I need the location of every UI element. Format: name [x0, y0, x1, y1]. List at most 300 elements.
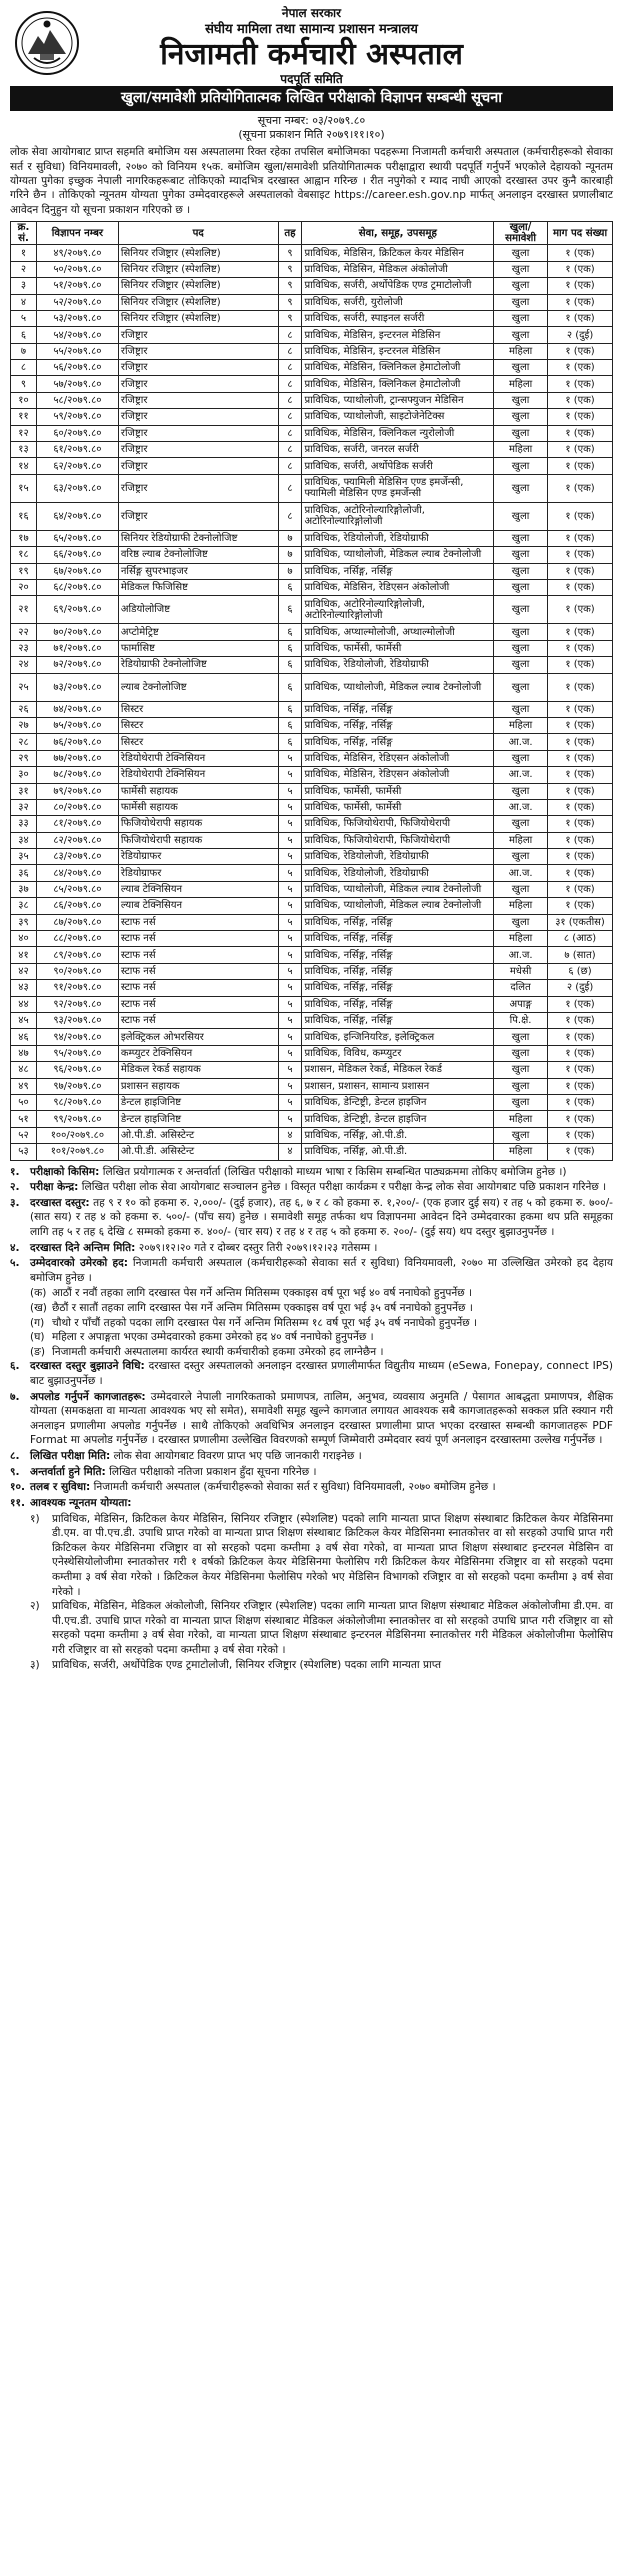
table-row	[11, 1127, 613, 1143]
committee-name: पदपूर्ति समिति	[280, 72, 343, 87]
cell-level: ५	[278, 1094, 302, 1110]
cell-post: सिस्टर	[118, 701, 278, 717]
table-row	[11, 1144, 613, 1160]
table-row	[11, 261, 613, 277]
cell-level: ५	[278, 1111, 302, 1127]
cell-service: प्राविधिक, अटोरिनोल्यारिङ्गोलोजी, अटोरिनोल्यारिङ्गोलोजी	[302, 502, 494, 530]
cell-sn: १०	[11, 392, 37, 408]
cell-level: ५	[278, 1062, 302, 1078]
cell-count: १ (एक)	[548, 360, 613, 376]
cell-count: ३१ (एकतीस)	[548, 914, 613, 930]
cell-count: १ (एक)	[548, 310, 613, 326]
cell-post: सिस्टर	[118, 734, 278, 750]
cell-sn: ५०	[11, 1094, 37, 1110]
cell-post: मेडिकल रेकर्ड सहायक	[118, 1062, 278, 1078]
cell-post: सिनियर रजिष्ट्रार (स्पेशलिष्ट)	[118, 278, 278, 294]
cell-ad: ८३/२०७९.८०	[36, 849, 118, 865]
cell-service: प्राविधिक, नर्सिङ्ग, नर्सिङ्ग	[302, 1012, 494, 1028]
cell-service: प्राविधिक, मेडिसिन, रेडिएसन अंकोलोजी	[302, 750, 494, 766]
cell-level: ८	[278, 360, 302, 376]
note-deadline: ४. दरखास्त दिने अन्तिम मिति: २०७९।१२।२० गते र दोब्बर दस्तुर तिरी २०७९।१२।२३ गतेसम्म ।	[10, 1241, 378, 1254]
cell-type: खुला	[494, 673, 548, 701]
cell-service: प्राविधिक, सर्जरी, युरोलोजी	[302, 294, 494, 310]
cell-post: ओ.पी.डी. असिस्टेन्ट	[118, 1127, 278, 1143]
cell-level: ९	[278, 310, 302, 326]
cell-type: खुला	[494, 1127, 548, 1143]
cell-post: रजिष्ट्रार	[118, 458, 278, 474]
column-header: तह	[278, 221, 302, 244]
cell-sn: ३१	[11, 783, 37, 799]
cell-count: १ (एक)	[548, 409, 613, 425]
cell-count: १ (एक)	[548, 530, 613, 546]
cell-post: रजिष्ट्रार	[118, 360, 278, 376]
cell-type: खुला	[494, 640, 548, 656]
cell-post: रजिष्ट्रार	[118, 442, 278, 458]
cell-type: महिला	[494, 376, 548, 392]
cell-ad: ५९/२०७९.८०	[36, 409, 118, 425]
table-row	[11, 1029, 613, 1045]
cell-sn: २२	[11, 624, 37, 640]
cell-post: रजिष्ट्रार	[118, 474, 278, 502]
cell-ad: ७२/२०७९.८०	[36, 657, 118, 673]
cell-ad: ९०/२०७९.८०	[36, 963, 118, 979]
cell-count: १ (एक)	[548, 1127, 613, 1143]
table-row	[11, 799, 613, 815]
cell-ad: ९५/२०७९.८०	[36, 1045, 118, 1061]
note-age-b: (ख) छैठौं र सातौं तहका लागि दरखास्त पेस गर्ने अन्तिम मितिसम्म एक्काइस वर्ष पूरा भई ३५ वर्ष ननाघेको हुनुपर्नेछ ।	[30, 1301, 473, 1314]
cell-service: प्राविधिक, प्याथोलोजी, ट्रान्सफ्युजन मेडिसिन	[302, 392, 494, 408]
qualification-3: ३) प्राविधिक, सर्जरी, अर्थोपेडिक एण्ड ट्रमाटोलोजी, सिनियर रजिष्ट्रार (स्पेशलिष्ट) पदका लागि मान्यता प्राप्त	[30, 1658, 442, 1671]
cell-post: स्टाफ नर्स	[118, 931, 278, 947]
cell-ad: ८०/२०७९.८०	[36, 799, 118, 815]
cell-level: ६	[278, 717, 302, 733]
cell-sn: ४९	[11, 1078, 37, 1094]
column-header: पद	[118, 221, 278, 244]
cell-ad: ७१/२०७९.८०	[36, 640, 118, 656]
table-row	[11, 865, 613, 881]
table-row	[11, 294, 613, 310]
cell-level: ५	[278, 914, 302, 930]
cell-type: आ.ज.	[494, 865, 548, 881]
cell-level: ८	[278, 343, 302, 359]
cell-type: आ.ज.	[494, 947, 548, 963]
qualification-1: १) प्राविधिक, मेडिसिन, क्रिटिकल केयर मेडिसिन, सिनियर रजिष्ट्रार (स्पेशलिष्ट) पदको लागि मान्यता प्राप्त शिक्षण संस्थाबाट क्रिटिकल केयर मेडिसिनमा डी.एम. वा पी.एच.डी. उपाधि प्राप्त गरेको वा मान्यता प्राप्त शिक्षण संस्थाबाट क्रिटिकल केयर मेडिसिनमा स्नातकोत्तर वा सो सरहको उपाधि प्राप्त गरी क्रिटिकल केयर मेडिसिनमा रजिष्ट्रार वा सो सरहको पदमा कम्तीमा ३ वर्ष सेवा गरेको, वा मान्यता प्राप्त शिक्षण संस्थाबाट इन्टरनल मेडिसिन वा एनेस्थेसियोलोजीमा स्नातकोत्तर गरी १ वर्षको क्रिटिकल केयर मेडिसिनमा फेलोसिप गरी क्रिटिकल केयर मेडिसिनमा रजिष्ट्रार वा सो सरहको पदमा कम्तीमा ३ वर्ष सेवा गरेको । क्रिटिकल केयर मेडिसिनमा फेलोसिप गरेको भए मेडिसिन विभागको रजिष्ट्रार वा सो सरहको पदमा कम्तीमा ३ वर्ष सेवा गरेको ।	[30, 1512, 613, 1598]
cell-type: खुला	[494, 1029, 548, 1045]
note-payment-method: ६. दरखास्त दस्तुर बुझाउने विधि: दरखास्त दस्तुर अस्पतालको अनलाइन दरखास्त प्रणालीमार्फत विद्युतीय माध्यम (eSewa, Fonepay, connect IPS) बाट बुझाउनुपर्नेछ ।	[10, 1360, 613, 1388]
cell-count: १ (एक)	[548, 657, 613, 673]
cell-service: प्राविधिक, अप्थाल्मोलोजी, अप्थाल्मोलोजी	[302, 624, 494, 640]
cell-sn: २१	[11, 596, 37, 624]
cell-post: ल्याब टेक्नोलोजिष्ट	[118, 673, 278, 701]
cell-level: ५	[278, 849, 302, 865]
cell-post: नर्सिङ्ग सुपरभाइजर	[118, 563, 278, 579]
cell-type: खुला	[494, 657, 548, 673]
cell-ad: ७६/२०७९.८०	[36, 734, 118, 750]
cell-type: खुला	[494, 624, 548, 640]
table-row	[11, 502, 613, 530]
cell-service: प्राविधिक, नर्सिङ्ग, नर्सिङ्ग	[302, 717, 494, 733]
cell-level: ६	[278, 640, 302, 656]
cell-type: खुला	[494, 1045, 548, 1061]
cell-ad: १०१/२०७९.८०	[36, 1144, 118, 1160]
cell-type: महिला	[494, 343, 548, 359]
table-row	[11, 783, 613, 799]
cell-service: प्राविधिक, सर्जरी, स्पाइनल सर्जरी	[302, 310, 494, 326]
table-row	[11, 474, 613, 502]
cell-count: १ (एक)	[548, 881, 613, 897]
cell-count: १ (एक)	[548, 734, 613, 750]
note-age-a: (क) आठौं र नवौं तहका लागि दरखास्त पेस गर्ने अन्तिम मितिसम्म एक्काइस वर्ष पूरा भई ४० वर्ष ननाघेको हुनुपर्नेछ ।	[30, 1287, 473, 1300]
cell-post: फिजियोथेरापी सहायक	[118, 832, 278, 848]
cell-sn: १९	[11, 563, 37, 579]
cell-type: खुला	[494, 1078, 548, 1094]
cell-level: ५	[278, 931, 302, 947]
nepal-emblem-icon	[14, 10, 80, 76]
cell-count: १ (एक)	[548, 832, 613, 848]
column-header: खुला/ समावेशी	[494, 221, 548, 244]
cell-service: प्राविधिक, नर्सिङ्ग, ओ.पी.डी.	[302, 1127, 494, 1143]
table-row	[11, 1012, 613, 1028]
cell-post: सिनियर रेडियोग्राफी टेक्नोलोजिष्ट	[118, 530, 278, 546]
cell-service: प्राविधिक, फिजियोथेरापी, फिजियोथेरापी	[302, 832, 494, 848]
cell-level: ८	[278, 425, 302, 441]
cell-count: १ (एक)	[548, 767, 613, 783]
qualification-2: २) प्राविधिक, मेडिसिन, मेडिकल अंकोलोजी, सिनियर रजिष्ट्रार (स्पेशलिष्ट) पदका लागि मान्यता प्राप्त शिक्षण संस्थाबाट मेडिकल अंकोलोजीमा डी.एम. वा पी.एच.डी. उपाधि प्राप्त गरेको वा मान्यता प्राप्त शिक्षण संस्थाबाट मेडिकल अंकोलोजीमा स्नातकोत्तर वा सो सरहको उपाधि प्राप्त गरी रजिष्ट्रार वा सो सरहको पदमा कम्तीमा ३ वर्ष सेवा गरेको, वा मान्यता प्राप्त शिक्षण संस्थाबाट इन्टरनल मेडिसिनमा स्नातकोत्तर गरी मेडिकल अंकोलोजीमा फेलोसिप गरी रजिष्ट्रार वा सो सरहको पदमा कम्तीमा ३ वर्ष सेवा गरेको ।	[30, 1600, 613, 1656]
cell-service: प्राविधिक, सर्जरी, जनरल सर्जरी	[302, 442, 494, 458]
table-row	[11, 898, 613, 914]
table-row	[11, 530, 613, 546]
cell-sn: ५२	[11, 1127, 37, 1143]
cell-count: १ (एक)	[548, 474, 613, 502]
table-row	[11, 409, 613, 425]
cell-service: प्राविधिक, नर्सिङ्ग, नर्सिङ्ग	[302, 980, 494, 996]
cell-sn: ४०	[11, 931, 37, 947]
cell-count: १ (एक)	[548, 425, 613, 441]
cell-post: रजिष्ट्रार	[118, 376, 278, 392]
cell-service: प्राविधिक, प्याथोलोजी, मेडिकल ल्याब टेक्नोलोजी	[302, 898, 494, 914]
cell-ad: ७०/२०७९.८०	[36, 624, 118, 640]
cell-service: प्राविधिक, अटोरिनोल्यारिङ्गोलोजी, अटोरिनोल्यारिङ्गोलोजी	[302, 596, 494, 624]
cell-level: ८	[278, 392, 302, 408]
cell-count: १ (एक)	[548, 640, 613, 656]
cell-service: प्राविधिक, नर्सिङ्ग, ओ.पी.डी.	[302, 1144, 494, 1160]
cell-count: ७ (सात)	[548, 947, 613, 963]
cell-count: १ (एक)	[548, 1012, 613, 1028]
cell-sn: २	[11, 261, 37, 277]
cell-ad: ८२/२०७९.८०	[36, 832, 118, 848]
cell-service: प्राविधिक, मेडिसिन, क्रिटिकल केयर मेडिसिन	[302, 245, 494, 261]
government-name: नेपाल सरकार	[281, 6, 342, 20]
cell-ad: ५०/२०७९.८०	[36, 261, 118, 277]
cell-ad: ६६/२०७९.८०	[36, 547, 118, 563]
cell-service: प्राविधिक, रेडियोलोजी, रेडियोग्राफी	[302, 530, 494, 546]
cell-service: प्राविधिक, नर्सिङ्ग, नर्सिङ्ग	[302, 996, 494, 1012]
table-row	[11, 245, 613, 261]
cell-type: महिला	[494, 717, 548, 733]
cell-ad: ६४/२०७९.८०	[36, 502, 118, 530]
cell-post: मेडिकल फिजिसिष्ट	[118, 580, 278, 596]
cell-type: खुला	[494, 261, 548, 277]
cell-sn: २३	[11, 640, 37, 656]
table-row	[11, 392, 613, 408]
cell-post: रेडियोग्राफर	[118, 849, 278, 865]
cell-service: प्राविधिक, नर्सिङ्ग, नर्सिङ्ग	[302, 914, 494, 930]
table-row	[11, 278, 613, 294]
cell-count: १ (एक)	[548, 547, 613, 563]
cell-type: खुला	[494, 914, 548, 930]
cell-ad: ५६/२०७९.८०	[36, 360, 118, 376]
cell-sn: ३९	[11, 914, 37, 930]
cell-service: प्राविधिक, मेडिसिन, क्लिनिकल हेमाटोलोजी	[302, 376, 494, 392]
cell-level: ८	[278, 376, 302, 392]
cell-ad: ८८/२०७९.८०	[36, 931, 118, 947]
cell-sn: ७	[11, 343, 37, 359]
cell-count: १ (एक)	[548, 1029, 613, 1045]
cell-level: ५	[278, 881, 302, 897]
note-qualification: ११. आवश्यक न्यूनतम योग्यता:	[10, 1496, 132, 1509]
note-written-exam-date: ८. लिखित परीक्षा मिति: लोक सेवा आयोगबाट विवरण प्राप्त भए पछि जानकारी गराइनेछ ।	[10, 1450, 362, 1463]
table-row	[11, 816, 613, 832]
cell-service: प्राविधिक, डेन्टिष्ट्री, डेन्टल हाइजिन	[302, 1094, 494, 1110]
cell-ad: ५१/२०७९.८०	[36, 278, 118, 294]
cell-ad: ८९/२०७९.८०	[36, 947, 118, 963]
cell-level: ६	[278, 673, 302, 701]
cell-level: ६	[278, 701, 302, 717]
cell-sn: ४५	[11, 1012, 37, 1028]
table-row	[11, 673, 613, 701]
cell-type: खुला	[494, 849, 548, 865]
cell-level: ५	[278, 1012, 302, 1028]
cell-count: १ (एक)	[548, 563, 613, 579]
note-interview-date: ९. अन्तर्वार्ता हुने मिति: लिखित परीक्षाको नतिजा प्रकाशन हुँदा सूचना गरिनेछ ।	[10, 1465, 317, 1478]
cell-post: रजिष्ट्रार	[118, 425, 278, 441]
header	[10, 6, 613, 87]
table-row	[11, 1111, 613, 1127]
cell-count: २ (दुई)	[548, 327, 613, 343]
cell-type: खुला	[494, 701, 548, 717]
cell-sn: २४	[11, 657, 37, 673]
cell-count: १ (एक)	[548, 1062, 613, 1078]
cell-ad: ९७/२०७९.८०	[36, 1078, 118, 1094]
cell-ad: ८६/२०७९.८०	[36, 898, 118, 914]
table-row	[11, 343, 613, 359]
table-row	[11, 980, 613, 996]
cell-post: स्टाफ नर्स	[118, 1012, 278, 1028]
cell-level: ७	[278, 563, 302, 579]
table-row	[11, 1045, 613, 1061]
cell-post: ल्याब टेक्निसियन	[118, 881, 278, 897]
cell-post: सिस्टर	[118, 717, 278, 733]
cell-type: खुला	[494, 310, 548, 326]
cell-ad: ६३/२०७९.८०	[36, 474, 118, 502]
table-row	[11, 734, 613, 750]
cell-sn: २९	[11, 750, 37, 766]
cell-type: खुला	[494, 360, 548, 376]
table-row	[11, 750, 613, 766]
cell-level: ७	[278, 530, 302, 546]
cell-post: रजिष्ट्रार	[118, 409, 278, 425]
cell-level: ९	[278, 294, 302, 310]
cell-post: अप्टोमेट्रिष्ट	[118, 624, 278, 640]
cell-count: १ (एक)	[548, 1111, 613, 1127]
cell-sn: ४३	[11, 980, 37, 996]
cell-ad: ८१/२०७९.८०	[36, 816, 118, 832]
cell-level: ८	[278, 474, 302, 502]
cell-type: खुला	[494, 596, 548, 624]
cell-post: फिजियोथेरापी सहायक	[118, 816, 278, 832]
table-body	[11, 245, 613, 1160]
cell-type: महिला	[494, 442, 548, 458]
cell-post: ल्याब टेक्निसियन	[118, 898, 278, 914]
cell-type: आ.ज.	[494, 799, 548, 815]
cell-service: प्राविधिक, मेडिसिन, क्लिनिकल न्युरोलोजी	[302, 425, 494, 441]
cell-level: ५	[278, 1045, 302, 1061]
notes-section	[10, 1165, 613, 1673]
table-row	[11, 547, 613, 563]
cell-service: प्राविधिक, नर्सिङ्ग, नर्सिङ्ग	[302, 563, 494, 579]
table-row	[11, 310, 613, 326]
cell-ad: ५७/२०७९.८०	[36, 376, 118, 392]
table-row	[11, 963, 613, 979]
cell-level: ८	[278, 327, 302, 343]
table-row	[11, 458, 613, 474]
cell-type: खुला	[494, 1062, 548, 1078]
cell-service: प्राविधिक, प्याथोलोजी, मेडिकल ल्याब टेक्नोलोजी	[302, 881, 494, 897]
cell-service: प्राविधिक, फ्यामिली मेडिसिन एण्ड इमर्जेन्सी, फ्यामिली मेडिसिन एण्ड इमर्जेन्सी	[302, 474, 494, 502]
cell-level: ७	[278, 547, 302, 563]
table-row	[11, 1094, 613, 1110]
cell-count: १ (एक)	[548, 1045, 613, 1061]
cell-sn: १	[11, 245, 37, 261]
table-row	[11, 425, 613, 441]
cell-post: डेन्टल हाइजिनिष्ट	[118, 1094, 278, 1110]
cell-type: खुला	[494, 474, 548, 502]
cell-level: ६	[278, 624, 302, 640]
cell-type: खुला	[494, 816, 548, 832]
cell-level: ५	[278, 1078, 302, 1094]
cell-sn: १३	[11, 442, 37, 458]
cell-sn: १८	[11, 547, 37, 563]
note-fee: ३. दरखास्त दस्तुर: तह ९ र १० को हकमा रु. २,०००/- (दुई हजार), तह ६, ७ र ८ को हकमा रु. १,२००/- (एक हजार दुई सय) र तह ५ को हकमा रु. ७००/- (सात सय) र तह ४ को हकमा रु. ५००/- (पाँच सय) हुनेछ । समावेशी समूह तर्फका थप विज्ञापनमा आवेदन दिने उम्मेदवारका हकमा थप प्रति समूहका लागि तह ५ र तह ६ देखि ८ सम्मको हकमा रु. ४००/- (चार सय) र तह ४ र तह ५ को हकमा रु. २००/- (दुई सय) थप दस्तुर बुझाउनुपर्नेछ ।	[10, 1196, 614, 1238]
cell-post: स्टाफ नर्स	[118, 996, 278, 1012]
cell-ad: ६०/२०७९.८०	[36, 425, 118, 441]
cell-sn: ९	[11, 376, 37, 392]
cell-level: ५	[278, 865, 302, 881]
table-header-row	[11, 221, 613, 244]
note-age-limit: ५. उम्मेदवारको उमेरको हद: निजामती कर्मचारी अस्पताल (कर्मचारीहरूको सेवाका सर्त र सुविधा) विनियमावली, २०७० मा उल्लिखित उमेरको हद देहाय बमोजिम हुनेछ ।	[10, 1257, 614, 1284]
cell-type: दलित	[494, 980, 548, 996]
cell-sn: ३	[11, 278, 37, 294]
cell-level: ५	[278, 898, 302, 914]
cell-post: फार्मेसी सहायक	[118, 799, 278, 815]
cell-ad: ८७/२०७९.८०	[36, 914, 118, 930]
cell-count: १ (एक)	[548, 673, 613, 701]
cell-sn: ४४	[11, 996, 37, 1012]
cell-count: १ (एक)	[548, 261, 613, 277]
cell-service: प्राविधिक, मेडिसिन, क्लिनिकल हेमाटोलोजी	[302, 360, 494, 376]
cell-count: १ (एक)	[548, 392, 613, 408]
cell-service: प्राविधिक, इन्जिनियरिङ, इलेक्ट्रिकल	[302, 1029, 494, 1045]
cell-ad: ५४/२०७९.८०	[36, 327, 118, 343]
cell-service: प्राविधिक, रेडियोलोजी, रेडियोग्राफी	[302, 865, 494, 881]
cell-sn: ३५	[11, 849, 37, 865]
cell-level: ८	[278, 502, 302, 530]
column-header: क्र. सं.	[11, 221, 37, 244]
cell-ad: ९८/२०७९.८०	[36, 1094, 118, 1110]
cell-post: रेडियोग्राफी टेक्नोलोजिष्ट	[118, 657, 278, 673]
column-header: माग पद संख्या	[548, 221, 613, 244]
cell-count: १ (एक)	[548, 750, 613, 766]
cell-service: प्राविधिक, नर्सिङ्ग, नर्सिङ्ग	[302, 734, 494, 750]
cell-type: महिला	[494, 1144, 548, 1160]
table-row	[11, 914, 613, 930]
cell-ad: ५५/२०७९.८०	[36, 343, 118, 359]
cell-count: १ (एक)	[548, 816, 613, 832]
table-row	[11, 327, 613, 343]
table-row	[11, 580, 613, 596]
cell-type: महिला	[494, 898, 548, 914]
cell-sn: ४६	[11, 1029, 37, 1045]
cell-service: प्राविधिक, मेडिसिन, मेडिकल अंकोलोजी	[302, 261, 494, 277]
cell-service: प्राविधिक, प्याथोलोजी, मेडिकल ल्याब टेक्नोलोजी	[302, 673, 494, 701]
cell-sn: ४१	[11, 947, 37, 963]
cell-ad: ७९/२०७९.८०	[36, 783, 118, 799]
cell-level: ५	[278, 947, 302, 963]
cell-level: ४	[278, 1127, 302, 1143]
cell-ad: ७८/२०७९.८०	[36, 767, 118, 783]
cell-sn: ३८	[11, 898, 37, 914]
cell-count: ८ (आठ)	[548, 931, 613, 947]
cell-ad: ८५/२०७९.८०	[36, 881, 118, 897]
cell-count: १ (एक)	[548, 701, 613, 717]
cell-count: १ (एक)	[548, 996, 613, 1012]
cell-ad: ६७/२०७९.८०	[36, 563, 118, 579]
cell-ad: ९६/२०७९.८०	[36, 1062, 118, 1078]
cell-count: १ (एक)	[548, 1094, 613, 1110]
cell-ad: ७४/२०७९.८०	[36, 701, 118, 717]
cell-type: पि.क्षे.	[494, 1012, 548, 1028]
cell-ad: ४९/२०७९.८०	[36, 245, 118, 261]
cell-level: ९	[278, 245, 302, 261]
cell-count: १ (एक)	[548, 442, 613, 458]
cell-post: सिनियर रजिष्ट्रार (स्पेशलिष्ट)	[118, 261, 278, 277]
cell-service: प्राविधिक, फार्मेसी, फार्मेसी	[302, 640, 494, 656]
cell-sn: ४	[11, 294, 37, 310]
cell-level: ५	[278, 980, 302, 996]
table-row	[11, 931, 613, 947]
cell-type: मधेसी	[494, 963, 548, 979]
cell-type: अपाङ्ग	[494, 996, 548, 1012]
table-row	[11, 767, 613, 783]
note-salary: १०. तलब र सुविधा: निजामती कर्मचारी अस्पताल (कर्मचारीहरूको सेवाका सर्त र सुविधा) विनियमावली, २०७० बमोजिम हुनेछ ।	[10, 1481, 496, 1494]
cell-level: ९	[278, 261, 302, 277]
cell-type: महिला	[494, 1111, 548, 1127]
cell-level: ५	[278, 750, 302, 766]
cell-sn: ८	[11, 360, 37, 376]
cell-level: ६	[278, 596, 302, 624]
cell-count: १ (एक)	[548, 245, 613, 261]
table-row	[11, 360, 613, 376]
cell-sn: ३२	[11, 799, 37, 815]
table-row	[11, 640, 613, 656]
table-row	[11, 832, 613, 848]
cell-ad: ७५/२०७९.८०	[36, 717, 118, 733]
cell-post: कम्प्युटर टेक्निसियन	[118, 1045, 278, 1061]
cell-ad: ९४/२०७९.८०	[36, 1029, 118, 1045]
cell-sn: ३६	[11, 865, 37, 881]
note-age-d: (घ) महिला र अपाङ्गता भएका उम्मेदवारको हकमा उमेरको हद ४० वर्ष ननाघेको हुनुपर्नेछ ।	[30, 1331, 374, 1344]
note-age-c: (ग) चौथो र पाँचौं तहको पदका लागि दरखास्त पेस गर्ने अन्तिम मितिसम्म १८ वर्ष पूरा भई ३५ वर्ष ननाघेको हुनुपर्नेछ ।	[30, 1316, 478, 1329]
